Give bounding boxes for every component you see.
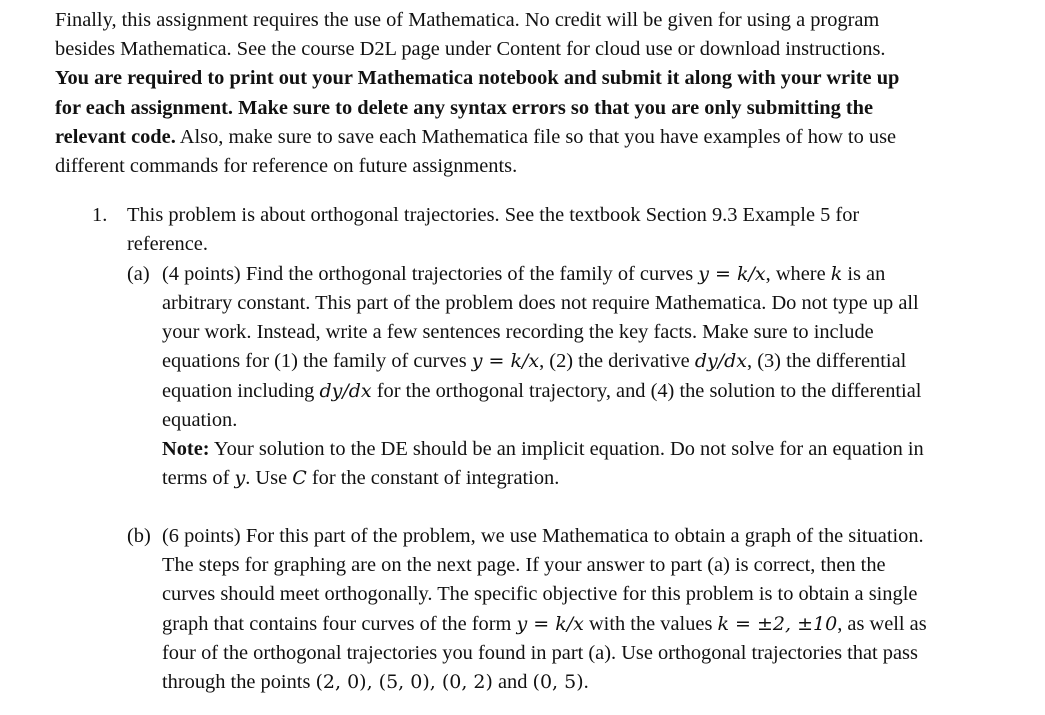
part-a-l8-post: for the constant of integration. xyxy=(306,467,560,489)
note-label: Note: xyxy=(162,438,210,460)
part-a-l4-mid: , (2) the derivative xyxy=(539,350,695,372)
part-a-line-8 xyxy=(162,464,559,493)
part-b-line-4 xyxy=(162,610,927,639)
k-values: k = ±2, ±10 xyxy=(717,613,838,635)
part-a-l4-post: , (3) the differential xyxy=(747,350,907,372)
part-a-note xyxy=(162,435,924,464)
part-a-l8-mid: . Use xyxy=(245,467,293,489)
part-a-line-6: equation. xyxy=(162,409,238,431)
problem-line-2: reference. xyxy=(127,233,208,255)
part-b-label: (b) xyxy=(127,525,151,547)
part-b-line-5: four of the orthogonal trajectories you found in part (a). Use orthogonal trajectories that pass xyxy=(162,642,918,664)
note-text: Your solution to the DE should be an implicit equation. Do not solve for an equation in xyxy=(209,438,924,460)
derivative-dydx: dy/dx xyxy=(694,350,747,372)
equation-family-curves: y = k/x xyxy=(698,263,766,285)
part-b-line-6 xyxy=(162,668,589,697)
equation-family-curves-2: y = k/x xyxy=(471,350,540,372)
part-a-l4-pre: equations for (1) the family of curves xyxy=(162,350,472,372)
part-a-l1-pre: (4 points) Find the orthogonal trajectories of the family of curves xyxy=(162,263,699,285)
problem-line-1: This problem is about orthogonal trajectories. See the textbook Section 9.3 Example 5 for xyxy=(127,204,860,226)
intro-line-4-bold: for each assignment. Make sure to delete any syntax errors so that you are only submitting the xyxy=(55,97,874,119)
part-b-line-3: curves should meet orthogonally. The specific objective for this problem is to obtain a single xyxy=(162,583,918,605)
part-b-l6-pre: through the points xyxy=(162,671,316,693)
part-a-l1-post: is an xyxy=(842,263,886,285)
part-a-l5-pre: equation including xyxy=(162,380,320,402)
part-a-l8-pre: terms of xyxy=(162,467,235,489)
point-last: (0, 5) xyxy=(532,671,584,693)
intro-line-1: Finally, this assignment requires the use of Mathematica. No credit will be given for using a program xyxy=(55,9,880,31)
intro-bold-phrase: relevant code. xyxy=(55,126,176,148)
variable-y: y xyxy=(234,467,246,489)
points-list: (2, 0), (5, 0), (0, 2) xyxy=(315,671,493,693)
part-b-l6-and: and xyxy=(492,671,533,693)
equation-family-curves-3: y = k/x xyxy=(516,613,584,635)
part-b-l4-mid: with the values xyxy=(583,613,718,635)
part-a-line-3: your work. Instead, write a few sentences recording the key facts. Make sure to include xyxy=(162,321,874,343)
part-a-line-1 xyxy=(162,260,885,289)
derivative-dydx-2: dy/dx xyxy=(319,380,372,402)
intro-line-3-bold: You are required to print out your Mathematica notebook and submit it along with your write up xyxy=(55,67,900,89)
intro-line-6: different commands for reference on future assignments. xyxy=(55,155,518,177)
variable-C: C xyxy=(292,467,307,489)
intro-line-5-rest: Also, make sure to save each Mathematica file so that you have examples of how to use xyxy=(175,126,897,148)
variable-k: k xyxy=(830,263,843,285)
part-a-l5-post: for the orthogonal trajectory, and (4) the solution to the differential xyxy=(371,380,922,402)
part-a-line-5 xyxy=(162,377,921,406)
part-b-line-1: (6 points) For this part of the problem, we use Mathematica to obtain a graph of the situation. xyxy=(162,525,924,547)
part-a-line-4 xyxy=(162,347,906,376)
problem-number: 1. xyxy=(92,204,108,226)
intro-line-2: besides Mathematica. See the course D2L page under Content for cloud use or download instructions. xyxy=(55,38,886,60)
part-b-l6-post: . xyxy=(583,671,589,693)
intro-line-5 xyxy=(55,123,896,152)
part-a-label: (a) xyxy=(127,263,150,285)
part-b-l4-pre: graph that contains four curves of the form xyxy=(162,613,517,635)
part-a-l1-mid: , where xyxy=(765,263,831,285)
part-a-line-2: arbitrary constant. This part of the problem does not require Mathematica. Do not type up all xyxy=(162,292,919,314)
part-b-line-2: The steps for graphing are on the next page. If your answer to part (a) is correct, then the xyxy=(162,554,886,576)
part-b-l4-post: , as well as xyxy=(837,613,927,635)
